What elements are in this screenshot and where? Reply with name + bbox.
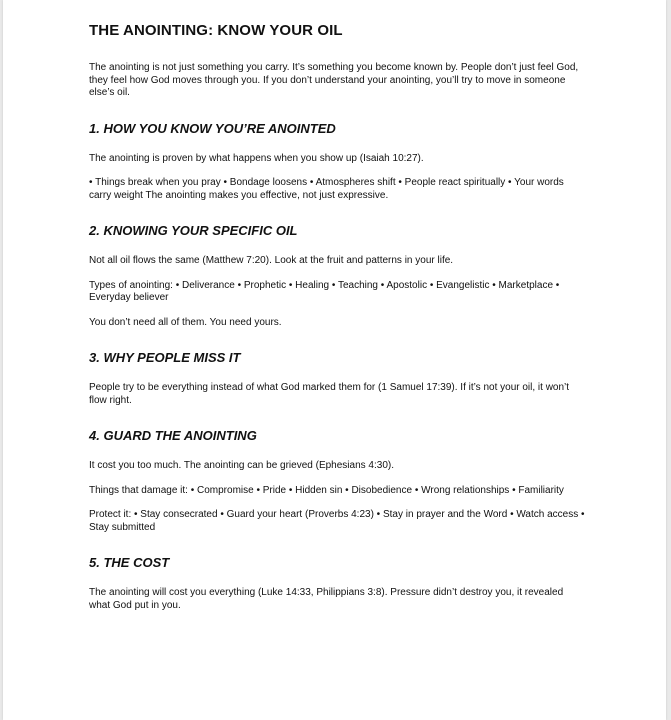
document-body [89,22,587,624]
document-page [3,0,666,720]
section-3 [89,350,587,407]
section-paragraph: Types of anointing: • Deliverance • Prophetic • Healing • Teaching • Apostolic • Evangelistic • Marketplace • Everyday believer [89,279,560,303]
section-paragraph: Things that damage it: • Compromise • Pride • Hidden sin • Disobedience • Wrong relationships • Familiarity [89,484,564,496]
intro-paragraph: The anointing is not just something you carry. It’s something you become known by. People don’t just feel God, they feel how God moves through you. If you don’t understand your anointing, you’ll try to move in someone else’s oil. [89,62,579,98]
section-paragraph: The anointing will cost you everything (Luke 14:33, Philippians 3:8). Pressure didn’t destroy you, it revealed what God put in you. [89,587,564,611]
section-heading: 2. KNOWING YOUR SPECIFIC OIL [89,223,298,238]
section-heading: 1. HOW YOU KNOW YOU’RE ANOINTED [89,120,336,136]
section-paragraph: • Things break when you pray • Bondage loosens • Atmospheres shift • People react spiritually • Your words carry weight The anointing makes you effective, not just expressive. [89,177,564,201]
section-paragraph: You don’t need all of them. You need yours. [89,316,282,328]
section-1 [89,121,587,203]
section-heading: 5. THE COST [89,555,170,570]
section-heading: 4. GUARD THE ANOINTING [89,428,257,443]
section-paragraph: People try to be everything instead of what God marked them for (1 Samuel 17:39). If it’s not your oil, it won’t flow right. [89,382,570,406]
document-title: THE ANOINTING: KNOW YOUR OIL [89,22,343,39]
section-paragraph: The anointing is proven by what happens when you show up (Isaiah 10:27). [89,152,424,164]
section-2 [89,223,587,329]
section-paragraph: Not all oil flows the same (Matthew 7:20). Look at the fruit and patterns in your life. [89,255,454,266]
section-5 [89,555,587,612]
section-paragraph: It cost you too much. The anointing can be grieved (Ephesians 4:30). [89,460,394,471]
section-heading: 3. WHY PEOPLE MISS IT [89,350,241,365]
section-4 [89,428,587,534]
section-paragraph: Protect it: • Stay consecrated • Guard your heart (Proverbs 4:23) • Stay in prayer and the Word • Watch access • Stay submitted [89,509,585,533]
